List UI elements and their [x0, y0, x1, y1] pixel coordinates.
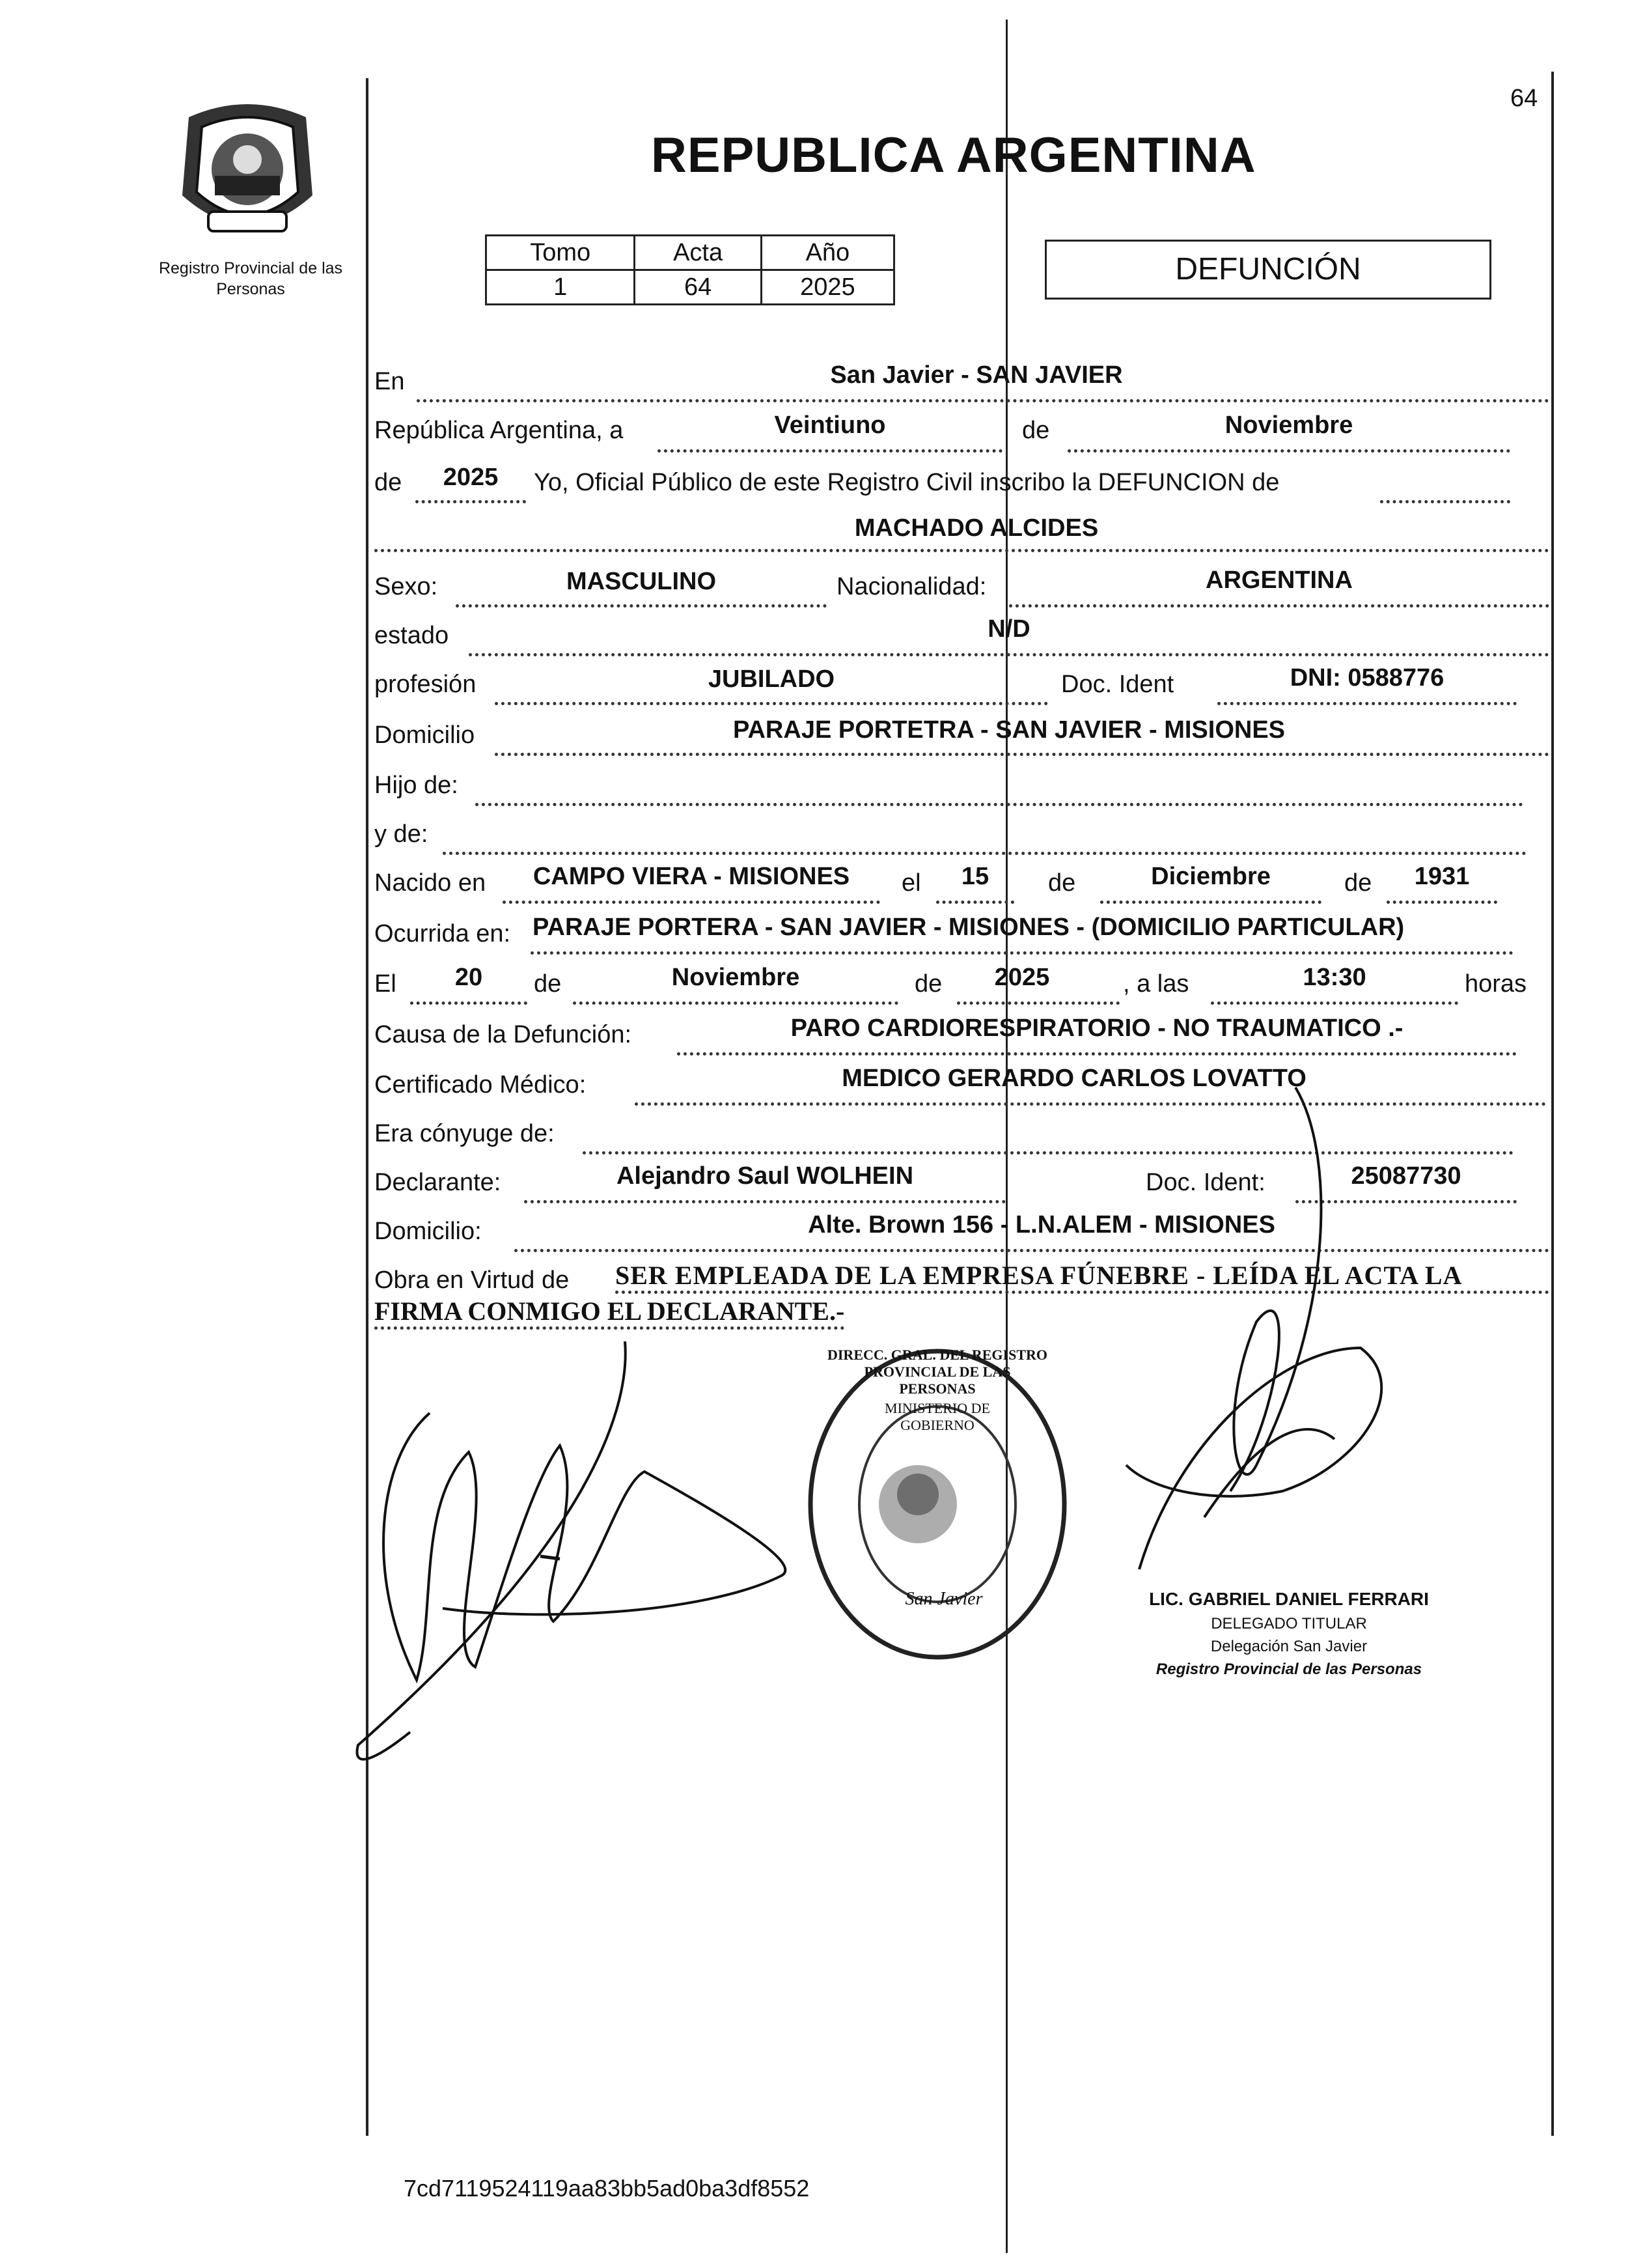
page-number: 64 — [1510, 85, 1538, 112]
doc-ident-value: DNI: 0588776 — [1290, 664, 1445, 692]
header-anio: Año — [761, 236, 894, 270]
month-value: Noviembre — [1224, 412, 1353, 439]
hijo-label: Hijo de: — [374, 772, 458, 799]
right-margin-line — [1551, 72, 1554, 2136]
nacionalidad-value: ARGENTINA — [1206, 567, 1353, 594]
oficial-text: Yo, Oficial Público de este Registro Civil inscribo la DEFUNCION de — [534, 469, 1280, 496]
document-hash: 7cd7119524119aa83bb5ad0ba3df8552 — [404, 2175, 810, 2202]
declarante-label: Declarante: — [374, 1169, 501, 1196]
de-label-5: de — [534, 970, 562, 998]
place-value: San Javier - SAN JAVIER — [830, 361, 1123, 389]
def-anio-value: 2025 — [994, 964, 1050, 991]
nacido-label: Nacido en — [374, 869, 486, 897]
nac-anio-value: 1931 — [1414, 863, 1470, 890]
ocurrida-value: PARAJE PORTERA - SAN JAVIER - MISIONES - (DOMICILIO PARTICULAR) — [532, 914, 1405, 941]
yde-label: y de: — [374, 820, 428, 848]
officer-signature — [1087, 1074, 1426, 1608]
obra-label: Obra en Virtud de — [374, 1267, 570, 1294]
def-anio-dots — [957, 1001, 1120, 1005]
profesion-value: JUBILADO — [708, 665, 835, 693]
value-anio: 2025 — [761, 270, 894, 305]
causa-dots — [677, 1052, 1517, 1056]
nac-mes-value: Diciembre — [1151, 863, 1271, 890]
value-acta: 64 — [635, 270, 761, 305]
officer-office: Delegación San Javier — [1210, 1638, 1368, 1655]
deceased-name-value: MACHADO ALCIDES — [854, 514, 1099, 542]
year-dots — [415, 500, 526, 503]
official-stamp — [801, 1341, 1074, 1667]
conyuge-label: Era cónyuge de: — [374, 1120, 555, 1147]
logo-caption: Registro Provincial de las Personas — [158, 259, 343, 298]
nacido-lugar-dots — [503, 901, 880, 904]
def-mes-value: Noviembre — [671, 964, 800, 991]
month-dots — [1068, 449, 1510, 453]
record-table-value-row — [486, 270, 894, 305]
stamp-town: San Javier — [905, 1589, 983, 1609]
domicilio-label: Domicilio — [374, 721, 475, 749]
value-tomo: 1 — [486, 270, 635, 305]
hora-value: 13:30 — [1303, 964, 1366, 991]
stamp-inner-text: MINISTERIO DE GOBIERNO — [885, 1400, 990, 1433]
record-table-header-row — [486, 236, 894, 270]
document-title: REPUBLICA ARGENTINA — [651, 128, 1256, 183]
de-label-1: de — [1022, 417, 1050, 444]
header-tomo: Tomo — [486, 236, 635, 270]
declarante-dots — [524, 1200, 1006, 1203]
hijo-dots — [475, 803, 1523, 806]
obra-text-2: FIRMA CONMIGO EL DECLARANTE.- — [374, 1296, 844, 1330]
causa-label: Causa de la Defunción: — [374, 1021, 632, 1048]
nacionalidad-label: Nacionalidad: — [837, 573, 987, 600]
def-mes-dots — [573, 1001, 898, 1005]
el-label: el — [902, 869, 921, 897]
en-label: En — [374, 368, 405, 395]
domicilio2-label: Domicilio: — [374, 1218, 482, 1245]
def-dia-dots — [410, 1001, 527, 1005]
officer-org: Registro Provincial de las Personas — [1155, 1660, 1422, 1678]
domicilio2-value: Alte. Brown 156 - L.N.ALEM - MISIONES — [808, 1211, 1275, 1239]
nacido-lugar-value: CAMPO VIERA - MISIONES — [532, 863, 850, 890]
causa-value: PARO CARDIORESPIRATORIO - NO TRAUMATICO .- — [790, 1015, 1404, 1042]
doc-ident-label: Doc. Ident — [1061, 671, 1174, 698]
record-type-box: DEFUNCIÓN — [1045, 240, 1491, 300]
day-words-value: Veintiuno — [774, 412, 886, 439]
nac-anio-dots — [1387, 901, 1497, 904]
estado-value: N/D — [988, 615, 1030, 643]
republica-label: República Argentina, a — [374, 417, 624, 444]
nacionalidad-dots — [1009, 604, 1549, 608]
name-dots — [374, 549, 1549, 552]
domicilio-dots — [495, 753, 1549, 756]
ocurrida-dots — [531, 951, 1514, 955]
def-dia-value: 20 — [454, 964, 483, 991]
profesion-dots — [495, 702, 1048, 705]
scan-fold-line — [1006, 20, 1008, 2253]
estado-label: estado — [374, 622, 449, 649]
nac-dia-dots — [936, 901, 1014, 904]
hora-dots — [1211, 1001, 1458, 1005]
province-logo — [163, 98, 332, 247]
de-label-4: de — [1344, 869, 1372, 897]
en-dots — [417, 399, 1549, 402]
declarant-signature — [339, 1341, 833, 1771]
header-acta: Acta — [635, 236, 761, 270]
obra-text-1: SER EMPLEADA DE LA EMPRESA FÚNEBRE - LEÍDA EL ACTA LA — [615, 1260, 1549, 1294]
nac-dia-value: 15 — [961, 863, 989, 890]
oficial-dots — [1380, 500, 1510, 503]
profesion-label: profesión — [374, 671, 477, 698]
ocurrida-label: Ocurrida en: — [374, 920, 511, 947]
de-label-6: de — [915, 970, 943, 998]
officer-role: DELEGADO TITULAR — [1211, 1615, 1367, 1632]
sexo-label: Sexo: — [374, 573, 438, 600]
year-value: 2025 — [443, 464, 499, 491]
sexo-dots — [456, 604, 827, 608]
officer-name: LIC. GABRIEL DANIEL FERRARI — [1149, 1589, 1429, 1609]
certificado-value: MEDICO GERARDO CARLOS LOVATTO — [842, 1065, 1307, 1092]
stamp-outer-text: DIRECC. GRAL. DEL REGISTRO PROVINCIAL DE LAS PERSONAS — [827, 1347, 1047, 1397]
declarante-value: Alejandro Saul WOLHEIN — [616, 1162, 914, 1190]
sexo-value: MASCULINO — [566, 568, 717, 595]
a-las-label: , a las — [1123, 970, 1189, 998]
El-label: El — [374, 970, 396, 998]
doc-ident-dots — [1217, 702, 1517, 705]
certificado-label: Certificado Médico: — [374, 1071, 587, 1099]
yde-dots — [443, 852, 1527, 855]
nac-mes-dots — [1100, 901, 1321, 904]
record-table — [485, 234, 895, 305]
left-margin-line — [366, 78, 368, 2136]
day-dots — [657, 449, 1003, 453]
horas-label: horas — [1465, 970, 1527, 998]
estado-dots — [469, 653, 1549, 656]
domicilio-value: PARAJE PORTETRA - SAN JAVIER - MISIONES — [732, 716, 1286, 744]
doc2-value: 25087730 — [1351, 1162, 1461, 1190]
doc2-label: Doc. Ident: — [1146, 1169, 1265, 1196]
de-label-3: de — [1048, 869, 1076, 897]
de-label-2: de — [374, 469, 402, 496]
